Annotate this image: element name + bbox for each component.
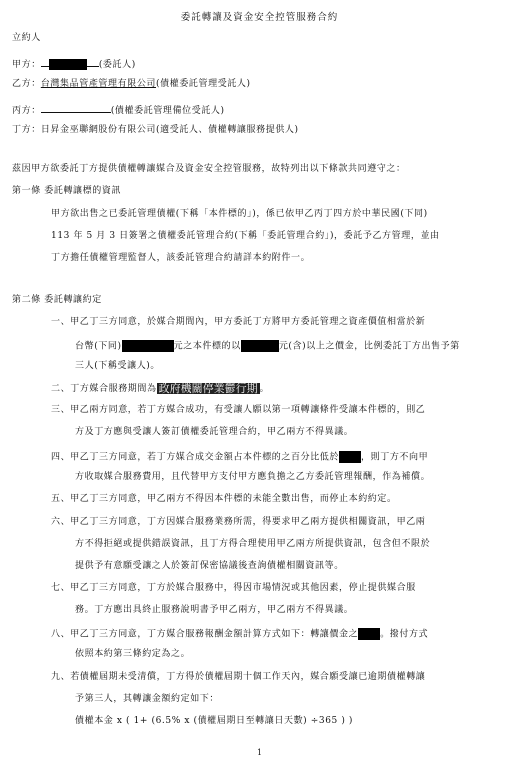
party-d-label: 丁方：	[12, 125, 41, 135]
item-6-line-2: 方不得拒絕或提供錯誤資訊，且丁方得合理使用甲乙兩方所提供資訊，包含但不限於	[75, 539, 431, 549]
redacted-box	[122, 340, 174, 352]
article-1-line-1: 甲方欲出售之已委託管理債權(下稱「本件標的」)，係已依甲乙丙丁四方於中華民國(下同)	[51, 209, 428, 219]
item-3-line-2: 方及丁方應與受讓人簽訂債權委託管理合約，甲乙兩方不得異議。	[75, 427, 354, 437]
item-9-line-1: 九、若債權屆期未受清償，丁方得於債權屆期十個工作天內，媒合願受讓已逾期債權轉讓	[51, 672, 426, 682]
party-c-blank	[41, 103, 111, 113]
party-c-line	[12, 103, 225, 116]
item-8-line-1: 八、甲乙丁三方同意，丁方媒合服務報酬金額計算方式如下：轉讓價金之 。撥付方式	[51, 629, 429, 640]
parties-heading: 立約人	[12, 33, 41, 43]
page-number: 1	[256, 748, 263, 757]
party-b-role: (債權委託管理受託人)	[156, 79, 251, 89]
party-c-label: 丙方：	[12, 106, 41, 116]
party-b-line	[12, 80, 251, 89]
party-b-name: 台灣集品管產管理有限公司	[40, 79, 157, 89]
item-1-line-2: 台幣(下同) 元之本件標的以 元(含)以上之價金，比例委託丁方出售予第	[75, 341, 460, 352]
item-1-line-3: 三人(下稱受讓人)。	[75, 361, 161, 371]
redacted-box	[241, 340, 279, 352]
article-1-title: 第一條 委託轉讓標的資訊	[12, 186, 122, 196]
party-d-line	[12, 126, 299, 135]
document-title: 委託轉讓及資金安全控管服務合約	[180, 12, 339, 23]
article-2-title: 第二條 委託轉讓約定	[12, 295, 102, 305]
item-8-line-2: 依照本約第三條約定為之。	[75, 649, 191, 659]
article-1-line-3: 丁方擔任債權管理監督人，該委託管理合約請詳本約附件一。	[51, 253, 311, 263]
item-6-line-3: 提供予有意願受讓之人於簽訂保密協議後查詢債權相關資訊等。	[75, 561, 344, 571]
party-a-role: (委託人)	[98, 60, 136, 70]
redacted-box	[339, 451, 361, 463]
article-1-line-2: 113 年 5 月 3 日簽署之債權委託管理合約(下稱「委託管理合約」)，委託予乙方管理，並由	[51, 231, 440, 241]
redacted-box	[49, 59, 87, 70]
transfer-formula: 債權本金 x ( 1+ (6.5% x (債權屆期日至轉讓日天數) ÷365 ) )	[75, 716, 354, 726]
party-a-label: 甲方：	[12, 60, 41, 70]
item-3-line-1: 三、甲乙兩方同意，若丁方媒合成功，有受讓人願以第一項轉讓條件受讓本件標的，則乙	[51, 405, 426, 415]
item-9-line-2: 予第三人，其轉讓金額約定如下：	[75, 694, 220, 704]
party-d-text: 日昇金巫聯網股份有限公司(適受託人、債權轉讓服務提供人)	[40, 125, 299, 135]
item-1-line-1: 一、甲乙丁三方同意，於媒合期間內，甲方委託丁方將甲方委託管理之資產價值相當於新	[51, 317, 426, 327]
party-c-role: (債權委託管理備位受託人)	[110, 106, 225, 116]
obscured-period-text: 政府機關停業鬱行期	[158, 382, 258, 395]
item-5-line: 五、甲乙丁三方同意，甲乙兩方不得因本件標的未能全數出售，而停止本約約定。	[51, 494, 397, 504]
item-4-line-2: 方收取媒合服務費用，且代替甲方支付甲方應負擔之乙方委託管理報酬，作為補償。	[75, 472, 431, 482]
item-2-line: 二、丁方媒合服務期間為 政府機關停業鬱行期 。	[51, 382, 270, 395]
redacted-box	[358, 628, 380, 640]
party-b-label: 乙方：	[12, 79, 41, 89]
item-7-line-1: 七、甲乙丁三方同意，丁方於媒合服務中，得因市場情況或其他因素，停止提供媒合服	[51, 583, 416, 593]
item-7-line-2: 務。丁方應出具終止服務說明書予甲乙兩方，甲乙兩方不得異議。	[75, 605, 354, 615]
item-6-line-1: 六、甲乙丁三方同意，丁方因媒合服務業務所需，得要求甲乙兩方提供相關資訊，甲乙兩	[51, 517, 426, 527]
item-4-line-1: 四、甲乙丁三方同意，若丁方媒合成交金額占本件標的之百分比低於 ，則丁方不向甲	[51, 452, 429, 463]
party-a-line	[12, 57, 136, 70]
intro-text: 茲因甲方欲委託丁方提供債權轉讓媒合及資金安全控管服務，故特列出以下條款共同遵守之：	[12, 164, 406, 174]
